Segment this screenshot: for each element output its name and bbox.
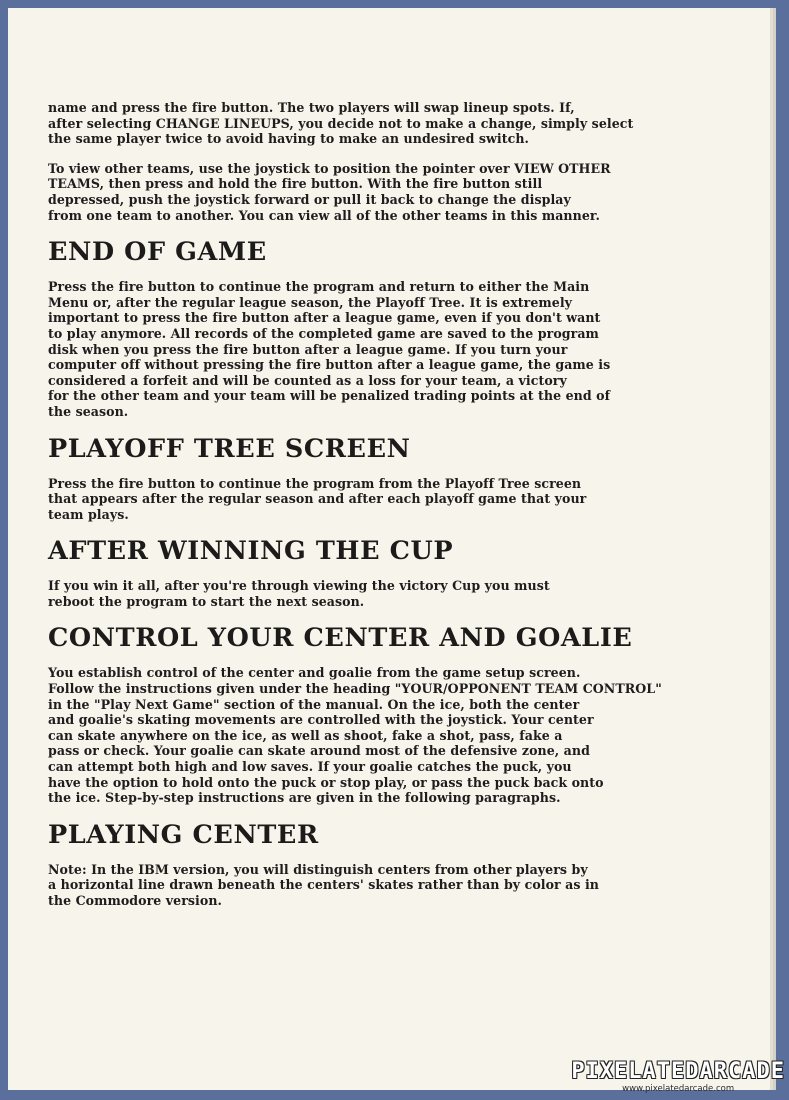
paragraph-control-center-and-goalie [48,665,738,805]
text-line: pass or check. Your goalie can skate around most of the defensive zone, and [48,743,590,759]
text-line: that appears after the regular season and after each playoff game that your [48,491,587,507]
text-line: after selecting CHANGE LINEUPS, you decide not to make a change, simply select [48,115,634,131]
text-line: for the other team and your team will be penalized trading points at the end of [48,388,611,404]
text-line: If you win it all, after you're through viewing the victory Cup you must [48,578,550,594]
text-line: name and press the fire button. The two players will swap lineup spots. If, [48,100,575,115]
text-line: depressed, push the joystick forward or pull it back to change the display [48,191,571,207]
text-line: To view other teams, use the joystick to position the pointer over VIEW OTHER [48,160,611,176]
intro-paragraph-lineups [48,100,738,147]
text-line: considered a forfeit and will be counted as a loss for your team, a victory [48,372,567,388]
text-line: the season. [48,403,129,419]
text-line: in the "Play Next Game" section of the manual. On the ice, both the center [48,696,580,712]
paragraph-after-winning-the-cup [48,578,738,609]
text-line: Follow the instructions given under the heading "YOUR/OPPONENT TEAM CONTROL" [48,681,662,697]
text-line: Press the fire button to continue the program from the Playoff Tree screen [48,475,582,491]
heading-end-of-game: END OF GAME [48,237,267,268]
text-line: TEAMS, then press and hold the fire button. With the fire button still [48,176,543,192]
text-line: and goalie's skating movements are controlled with the joystick. Your center [48,712,594,728]
text-line: a horizontal line drawn beneath the centers' skates rather than by color as in [48,877,599,893]
text-line: important to press the fire button after a league game, even if you don't want [48,310,601,326]
paragraph-playoff-tree-screen [48,476,738,523]
text-line: team plays. [48,506,129,522]
text-line: Press the fire button to continue the program and return to either the Main [48,279,590,295]
text-line: disk when you press the fire button after a league game. If you turn your [48,341,568,357]
page-content [48,100,738,923]
heading-playing-center: PLAYING CENTER [48,819,319,850]
site-watermark [571,1060,785,1094]
manual-page [8,8,770,1090]
paragraph-end-of-game [48,279,738,419]
text-line: to play anymore. All records of the completed game are saved to the program [48,325,599,341]
text-line: can attempt both high and low saves. If your goalie catches the puck, you [48,759,572,775]
heading-playoff-tree-screen: PLAYOFF TREE SCREEN [48,433,411,464]
text-line: have the option to hold onto the puck or stop play, or pass the puck back onto [48,774,604,790]
text-line: Note: In the IBM version, you will distinguish centers from other players by [48,861,588,877]
text-line: the ice. Step-by-step instructions are given in the following paragraphs. [48,790,561,806]
text-line: the same player twice to avoid having to make an undesired switch. [48,131,529,147]
heading-after-winning-the-cup: AFTER WINNING THE CUP [48,536,454,567]
heading-control-center-and-goalie: CONTROL YOUR CENTER AND GOALIE [48,623,633,654]
watermark-url: www.pixelatedarcade.com [622,1084,735,1094]
text-line: from one team to another. You can view all of the other teams in this manner. [48,207,600,223]
text-line: You establish control of the center and goalie from the game setup screen. [48,665,581,681]
watermark-logo: PIXELATEDARCADE [571,1059,785,1084]
text-line: the Commodore version. [48,893,222,908]
intro-paragraph-view-teams [48,161,738,223]
text-line: computer off without pressing the fire button after a league game, the game is [48,357,611,373]
text-line: Menu or, after the regular league season, the Playoff Tree. It is extremely [48,294,573,310]
text-line: can skate anywhere on the ice, as well as shoot, fake a shot, pass, fake a [48,727,563,743]
paragraph-playing-center [48,862,738,909]
text-line: reboot the program to start the next season. [48,593,365,609]
